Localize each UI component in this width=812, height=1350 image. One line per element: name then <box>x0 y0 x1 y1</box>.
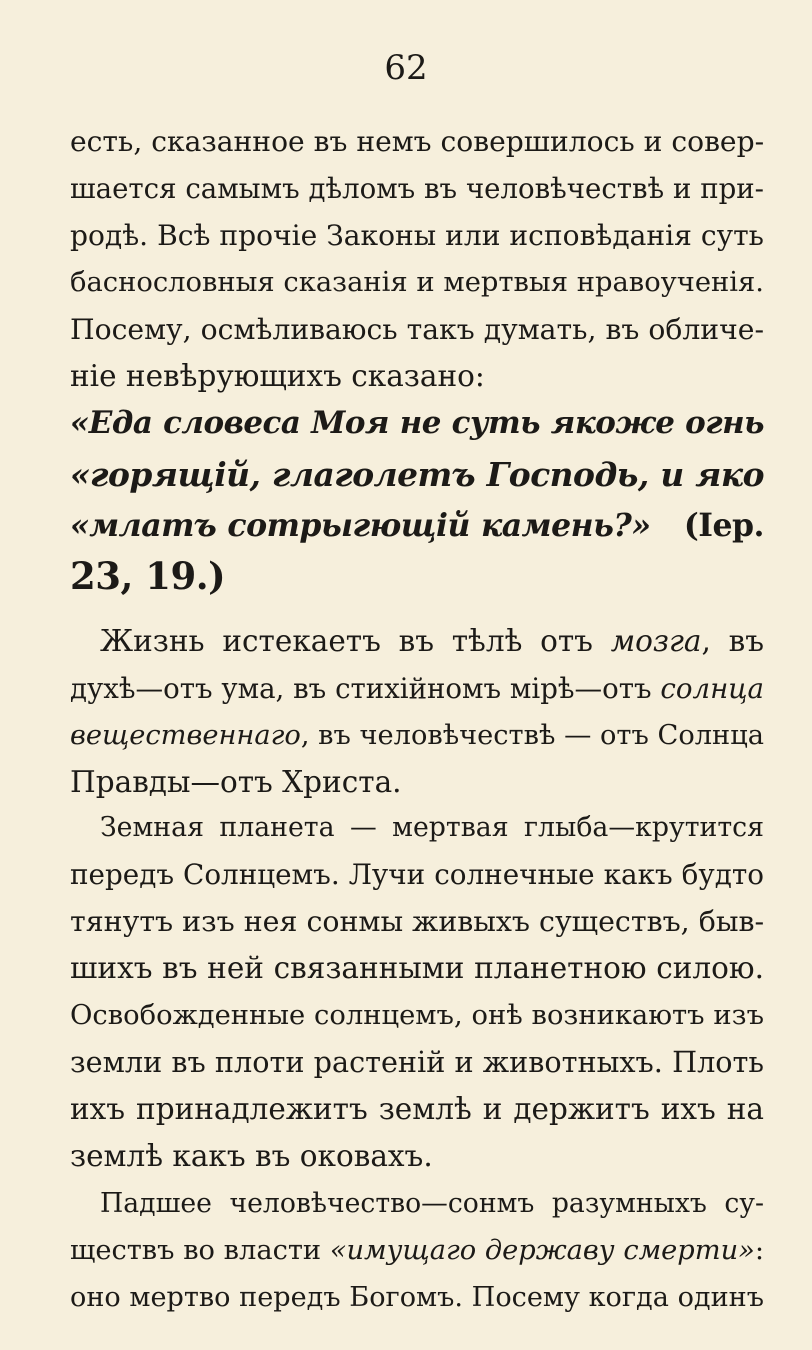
text-line: Падшее человѣчество—сонмъ разумныхъ су- <box>100 1188 764 1219</box>
quote-line: «горящій, глаголетъ Господь, и яко <box>70 455 764 494</box>
text-line: шихъ въ ней связанными планетною силою. <box>70 951 764 985</box>
text-line: ніе невѣрующихъ сказано: <box>70 359 485 393</box>
text-line: земли въ плоти растеній и животныхъ. Плоть <box>70 1045 764 1079</box>
text-line: Земная планета — мертвая глыба—крутится <box>100 812 764 843</box>
italic-phrase: «имущаго державу смерти» <box>329 1235 755 1266</box>
paragraph-3 <box>70 804 764 1180</box>
text-line: шается самымъ дѣломъ въ человѣчествѣ и при- <box>70 172 764 205</box>
page-number: 62 <box>384 48 428 88</box>
scripture-reference: (Iер. <box>683 507 764 544</box>
italic-word: мозга <box>610 624 702 658</box>
quote-text: «млатъ сотрыгющій камень?» <box>70 507 651 544</box>
quote-line <box>70 500 764 551</box>
text-run: Жизнь истекаетъ въ тѣлѣ отъ <box>100 624 611 658</box>
text-line <box>70 665 764 712</box>
text-line: землѣ какъ въ оковахъ. <box>70 1139 433 1173</box>
text-line: родѣ. Всѣ прочіе Законы или исповѣданія суть <box>70 219 764 252</box>
text-line: баснословныя сказанія и мертвыя нравоученія. <box>70 267 764 298</box>
italic-word: вещественнаго <box>70 720 301 751</box>
text-line: Освобожденные солнцемъ, онѣ возникаютъ изъ <box>70 1000 764 1031</box>
text-line: передъ Солнцемъ. Лучи солнечные какъ будто <box>70 858 764 891</box>
text-line: Посему, осмѣливаюсь такъ думать, въ обличе- <box>70 313 764 346</box>
text-run: , въ человѣчествѣ — отъ Солнца <box>300 720 764 751</box>
paragraph-1 <box>70 118 764 400</box>
text-run: : <box>754 1235 764 1266</box>
paragraph-2 <box>70 618 764 806</box>
text-line: есть, сказанное въ немъ совершилось и совер- <box>70 125 765 158</box>
text-line <box>70 712 764 759</box>
text-line <box>70 1227 764 1274</box>
text-line: оно мертво передъ Богомъ. Посему когда одинъ <box>70 1282 764 1313</box>
text-line: Правды—отъ Христа. <box>70 765 402 799</box>
scripture-quote <box>70 398 764 602</box>
text-run: ществъ во власти <box>70 1235 330 1266</box>
text-run: , въ <box>701 624 764 658</box>
paragraph-4 <box>70 1180 764 1321</box>
scripture-reference-cont: 23, 19.) <box>70 554 226 598</box>
text-line: тянутъ изъ нея сонмы живыхъ существъ, быв- <box>70 905 765 938</box>
text-run: духѣ—отъ ума, въ стихійномъ мірѣ—отъ <box>70 672 661 705</box>
text-line <box>70 618 764 665</box>
italic-word: солнца <box>660 672 764 705</box>
quote-line: «Еда словеса Моя не суть якоже огнь <box>70 405 764 441</box>
text-line: ихъ принадлежитъ землѣ и держитъ ихъ на <box>70 1092 764 1126</box>
